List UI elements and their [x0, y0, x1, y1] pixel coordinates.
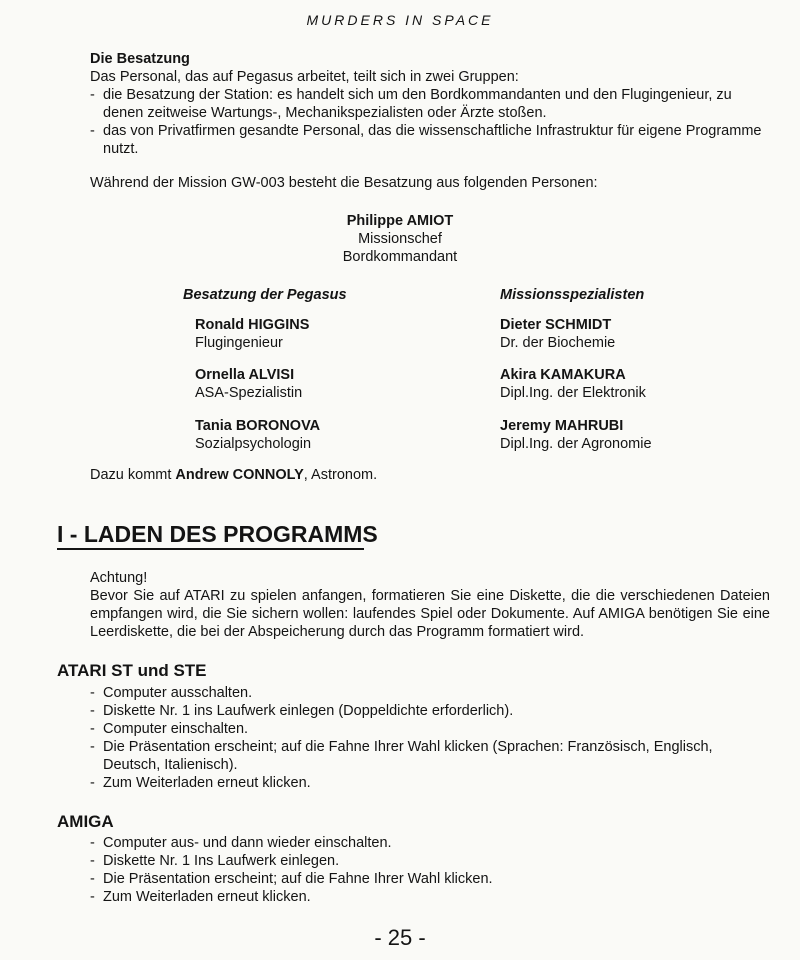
- member-role: ASA-Spezialistin: [195, 385, 303, 401]
- column-title-specialists: Missionsspezialisten: [500, 287, 645, 303]
- member-name: Tania BORONOVA: [195, 418, 321, 434]
- specialist-member: [500, 316, 615, 352]
- list-item: - Zum Weiterladen erneut klicken.: [90, 774, 770, 792]
- chief-block: [250, 212, 550, 266]
- crew-groups-list: [90, 86, 770, 158]
- specialist-member: [500, 417, 652, 453]
- list-item: - Diskette Nr. 1 ins Laufwerk einlegen (Doppeldichte erforderlich).: [90, 702, 770, 720]
- crew-member: [195, 366, 302, 402]
- page-number: - 25 -: [374, 925, 426, 950]
- extra-crew-post: , Astronom.: [303, 467, 378, 483]
- list-item: - Computer aus- und dann wieder einschalten.: [90, 834, 770, 852]
- extra-crew-pre: Dazu kommt: [90, 467, 176, 483]
- section-title-underline: [57, 548, 364, 550]
- crew-member: [195, 417, 320, 453]
- member-name: Jeremy MAHRUBI: [500, 418, 624, 434]
- list-item: - Computer ausschalten.: [90, 684, 770, 702]
- list-item: - Zum Weiterladen erneut klicken.: [90, 888, 770, 906]
- chief-role: Missionschef: [358, 231, 442, 247]
- specialist-member: [500, 366, 646, 402]
- member-name: Dieter SCHMIDT: [500, 317, 612, 333]
- list-item: - Computer einschalten.: [90, 720, 770, 738]
- member-name: Akira KAMAKURA: [500, 367, 626, 383]
- crew-intro: Das Personal, das auf Pegasus arbeitet, teilt sich in zwei Gruppen:: [90, 69, 519, 85]
- list-item: - die Besatzung der Station: es handelt sich um den Bordkommandanten und den Flugingenieur, zu denen zeitweise Wartungs-, Mechanikspezialisten oder Ärzte stoßen.: [90, 86, 770, 122]
- running-header: MURDERS IN SPACE: [306, 12, 494, 28]
- mission-line: Während der Mission GW-003 besteht die Besatzung aus folgenden Personen:: [90, 175, 598, 191]
- amiga-steps-list: [90, 834, 770, 906]
- member-name: Ornella ALVISI: [195, 367, 295, 383]
- member-name: Ronald HIGGINS: [195, 317, 310, 333]
- member-role: Flugingenieur: [195, 335, 283, 351]
- list-item: - das von Privatfirmen gesandte Personal, das die wissenschaftliche Infrastruktur für eigene Programme nutzt.: [90, 122, 770, 158]
- section-body: Bevor Sie auf ATARI zu spielen anfangen, formatieren Sie eine Diskette, die die verschiedenen Dateien empfangen wird, die Sie sichern wollen: laufendes Spiel oder Dokumente. Auf AMIGA benötigen Sie eine Leerdiskette, die bei der Abspeicherung durch das Programm formatiert wird.: [90, 588, 770, 640]
- section-title: I - LADEN DES PROGRAMMS: [57, 521, 378, 547]
- member-role: Dr. der Biochemie: [500, 335, 616, 351]
- atari-steps-list: [90, 684, 770, 792]
- list-item: - Diskette Nr. 1 Ins Laufwerk einlegen.: [90, 852, 770, 870]
- list-item: - Die Präsentation erscheint; auf die Fahne Ihrer Wahl klicken.: [90, 870, 770, 888]
- chief-role: Bordkommandant: [342, 249, 458, 265]
- chief-name: Philippe AMIOT: [346, 213, 454, 229]
- extra-crew-line: [90, 466, 377, 484]
- member-role: Dipl.Ing. der Agronomie: [500, 436, 652, 452]
- crew-member: [195, 316, 309, 352]
- extra-crew-name: Andrew CONNOLY: [175, 467, 304, 483]
- member-role: Dipl.Ing. der Elektronik: [500, 385, 646, 401]
- atari-heading: ATARI ST und STE: [57, 661, 207, 680]
- warning-label: Achtung!: [90, 570, 148, 586]
- amiga-heading: AMIGA: [57, 812, 114, 831]
- column-title-crew: Besatzung der Pegasus: [183, 287, 347, 303]
- list-item: - Die Präsentation erscheint; auf die Fahne Ihrer Wahl klicken (Sprachen: Französisch, Englisch, Deutsch, Italienisch).: [90, 738, 770, 774]
- crew-heading: Die Besatzung: [90, 51, 190, 67]
- member-role: Sozialpsychologin: [195, 436, 312, 452]
